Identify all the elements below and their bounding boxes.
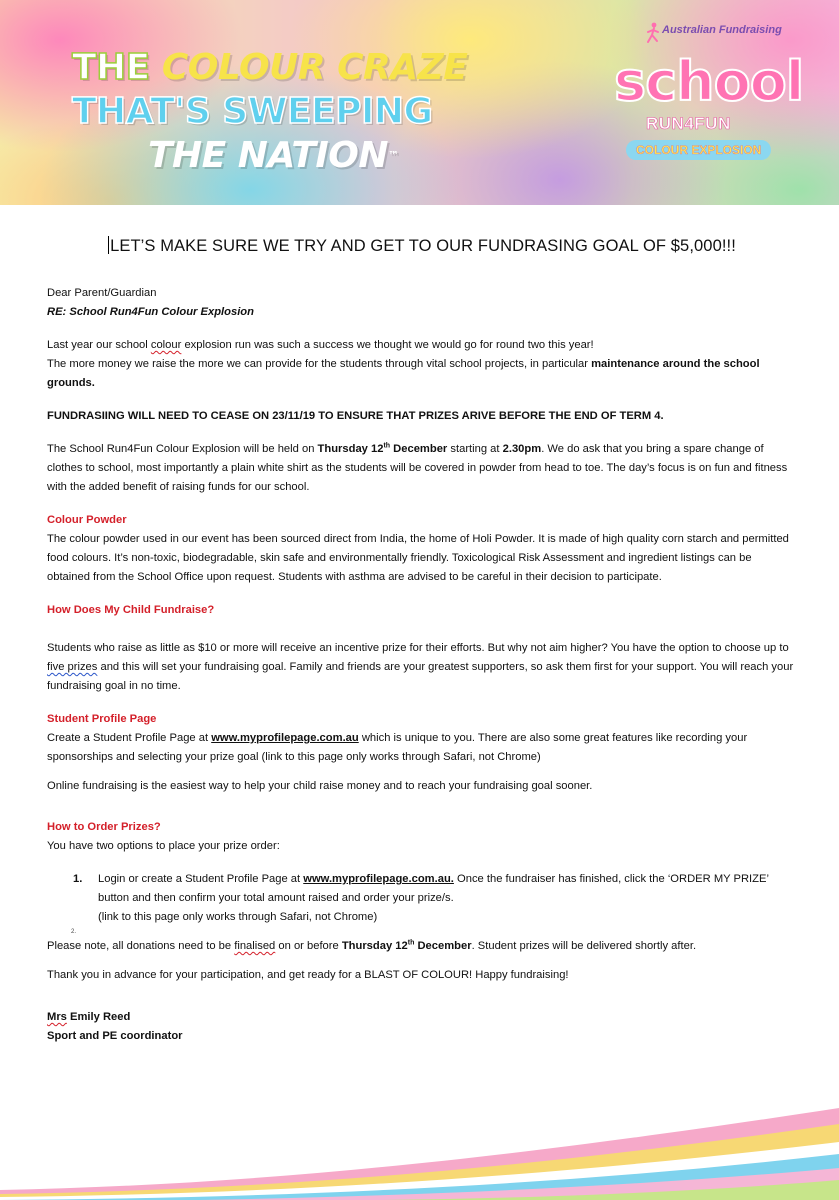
tagline-colour-craze: COLOUR CRAZE	[161, 47, 468, 88]
logo-run4fun-text: RUN4FUN	[646, 114, 731, 133]
list-number-2: 2.	[71, 929, 77, 935]
logo-school-text: school	[614, 50, 804, 113]
school-run4fun-logo	[600, 18, 804, 198]
profile-paragraph: Create a Student Profile Page at www.myprofilepage.com.au which is unique to you. There are also some great features like recording your sponsorships and selecting your prize goal (link to this page only works through Safari, not Chrome)	[47, 732, 748, 763]
logo-colour-explosion-text: COLOUR EXPLOSION	[626, 140, 771, 160]
heading-order-prizes: How to Order Prizes?	[47, 821, 161, 833]
runner-icon	[646, 22, 660, 44]
spelling-flag: colour	[150, 339, 182, 351]
salutation: Dear Parent/Guardian	[47, 287, 157, 299]
intro-paragraph: Last year our school colour explosion run was such a success we thought we would go for round two this year! The more money we raise the more we can provide for the students through vital school projects, in particular maintenance around the school grounds.	[47, 339, 760, 389]
fundraise-paragraph: Students who raise as little as $10 or more will receive an incentive prize for their efforts. But why not aim higher? You have the option to choose up to five prizes and this will set your fundraising goal. Family and friends are your greatest supporters, so ask them first for your support. You will reach your fundraising goal in no time.	[47, 642, 794, 692]
letter-body	[47, 205, 797, 1046]
list-number: 1.	[73, 873, 83, 885]
grammar-flag: five prizes	[47, 661, 98, 673]
tagline-the: THE	[72, 47, 162, 88]
trademark-mark: ™	[388, 149, 399, 162]
powder-paragraph: The colour powder used in our event has been sourced direct from India, the home of Holi Powder. It is made of high quality corn starch and permitted food colours. It’s non-toxic, biodegradable, skin safe and environmentally friendly. Toxicological Risk Assessment and ingredient listings can be obtained from the School Office upon request. Students with asthma are advised to be careful in their decision to participate.	[47, 533, 789, 583]
re-line: RE: School Run4Fun Colour Explosion	[47, 306, 254, 318]
banner-tagline	[72, 46, 467, 178]
tagline-sweeping: THAT'S SWEEPING	[72, 91, 433, 132]
signature-name: Mrs Emily Reed	[47, 1011, 131, 1023]
text-cursor	[108, 236, 109, 254]
event-time: 2.30pm	[502, 443, 542, 455]
order-link[interactable]: www.myprofilepage.com.au.	[303, 873, 454, 885]
order-intro: You have two options to place your prize order:	[47, 840, 280, 852]
spelling-flag-finalised: finalised	[234, 940, 276, 952]
order-list-item: 1. Login or create a Student Profile Page at www.myprofilepage.com.au. Once the fundraiser has finished, click the ‘ORDER MY PRIZE’ button and then confirm your total amount raised and order your prize/s. (link to this page only works through Safari, not Chrome)	[47, 870, 797, 927]
profile-link[interactable]: www.myprofilepage.com.au	[211, 732, 359, 744]
signature-role: Sport and PE coordinator	[47, 1030, 183, 1042]
online-paragraph: Online fundraising is the easiest way to help your child raise money and to reach your fundraising goal sooner.	[47, 780, 593, 792]
heading-fundraise: How Does My Child Fundraise?	[47, 604, 215, 616]
tagline-nation: THE NATION	[148, 135, 389, 176]
footer-colour-wave	[0, 1090, 839, 1200]
logo-org-name: Australian Fundraising	[662, 24, 782, 36]
letter-headline: LET’S MAKE SURE WE TRY AND GET TO OUR FUNDRASING GOAL OF $5,000!!!	[110, 237, 736, 255]
note-paragraph: Please note, all donations need to be finalised on or before Thursday 12th December. Student prizes will be delivered shortly after.	[47, 939, 697, 952]
header-banner	[0, 0, 839, 205]
cease-notice: FUNDRASIING WILL NEED TO CEASE ON 23/11/19 TO ENSURE THAT PRIZES ARIVE BEFORE THE END OF TERM 4.	[47, 410, 664, 422]
heading-colour-powder: Colour Powder	[47, 514, 127, 526]
event-paragraph: The School Run4Fun Colour Explosion will be held on Thursday 12th December starting at 2.30pm. We do ask that you bring a spare change of clothes to school, most importantly a plain white shirt as the students will be covered in powder from head to toe. The day’s focus is on fun and fitness with the added benefit of raising funds for our school.	[47, 442, 788, 493]
intro-highlight: maintenance around the school grounds.	[47, 358, 760, 389]
thanks-paragraph: Thank you in advance for your participation, and get ready for a BLAST OF COLOUR! Happy fundraising!	[47, 969, 569, 981]
heading-profile-page: Student Profile Page	[47, 713, 157, 725]
